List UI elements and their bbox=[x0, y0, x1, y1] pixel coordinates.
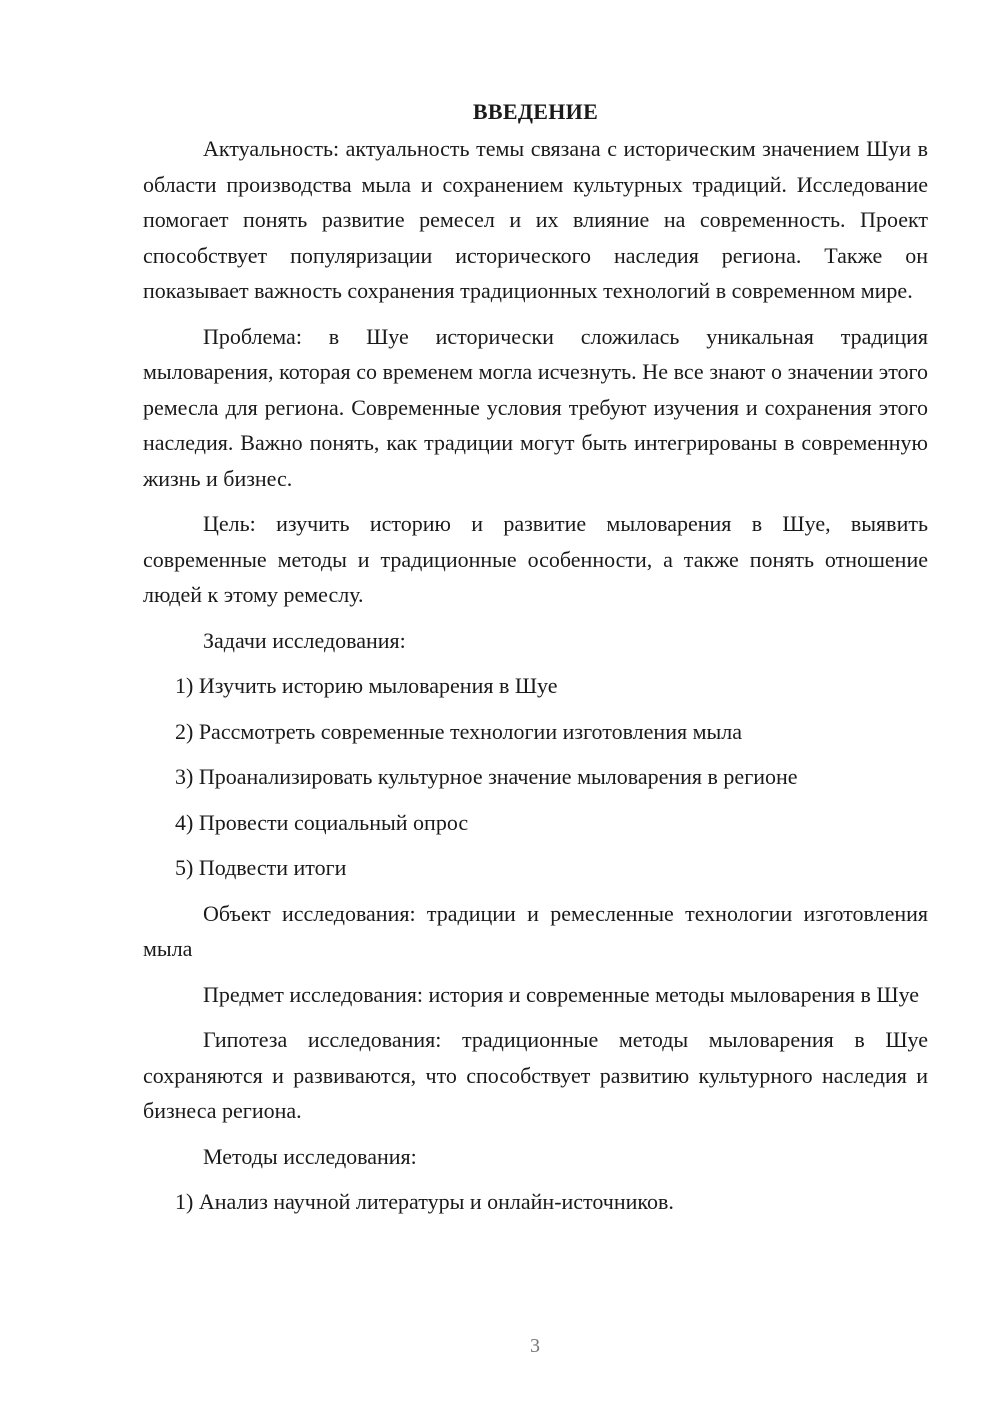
page-number: 3 bbox=[530, 1335, 540, 1357]
object-paragraph: Объект исследования: традиции и ремесленные технологии изготовления мыла bbox=[143, 900, 928, 961]
tasks-heading: Задачи исследования: bbox=[203, 627, 406, 653]
page-content bbox=[143, 94, 928, 1230]
tasks-list bbox=[143, 668, 928, 886]
list-item: 2) Рассмотреть современные технологии изготовления мыла bbox=[175, 718, 743, 744]
list-item: 3) Проанализировать культурное значение мыловарения в регионе bbox=[175, 764, 798, 789]
hypothesis-paragraph: Гипотеза исследования: традиционные методы мыловарения в Шуе сохраняются и развиваются, что способствует развитию культурного наследия и бизнеса региона. bbox=[143, 1027, 928, 1123]
list-item: 4) Провести социальный опрос bbox=[175, 809, 469, 835]
list-item: 5) Подвести итоги bbox=[175, 855, 347, 880]
list-item: 1) Анализ научной литературы и онлайн-источников. bbox=[175, 1189, 674, 1214]
list-item: 1) Изучить историю мыловарения в Шуе bbox=[175, 673, 558, 698]
methods-heading: Методы исследования: bbox=[203, 1143, 417, 1169]
methods-list bbox=[143, 1184, 928, 1220]
goal-paragraph: Цель: изучить историю и развитие мыловарения в Шуе, выявить современные методы и традиционные особенности, а также понять отношение людей к этому ремеслу. bbox=[143, 511, 928, 607]
section-title: ВВЕДЕНИЕ bbox=[472, 99, 599, 124]
subject-paragraph: Предмет исследования: история и современные методы мыловарения в Шуе bbox=[203, 981, 920, 1007]
problem-paragraph: Проблема: в Шуе исторически сложилась уникальная традиция мыловарения, которая со временем могла исчезнуть. Не все знают о значении этого ремесла для региона. Современные условия требуют изучения и сохранения этого наследия. Важно понять, как традиции могут быть интегрированы в современную жизнь и бизнес. bbox=[143, 323, 928, 491]
relevance-paragraph: Актуальность: актуальность темы связана с историческим значением Шуи в области производства мыла и сохранением культурных традиций. Исследование помогает понять развитие ремесел и их влияние на современность. Проект способствует популяризации исторического наследия региона. Также он показывает важность сохранения традиционных технологий в современном мире. bbox=[143, 136, 928, 303]
